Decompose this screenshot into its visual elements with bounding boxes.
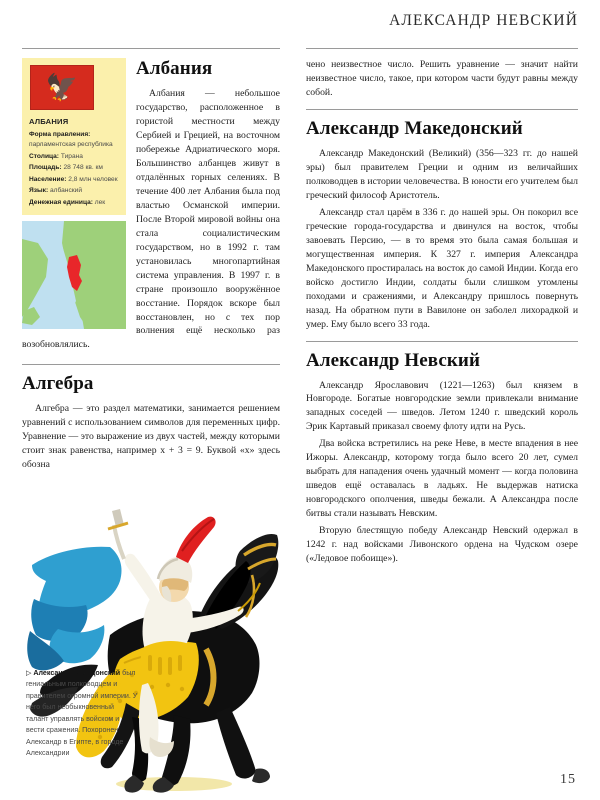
- entry-body-algebra-continued: чено неизвестное число. Решить уравнение — значит найти неизвестное число, такое, при котором части будут равны между собой.: [306, 59, 578, 98]
- column-rule-right: [306, 48, 578, 49]
- left-column: [22, 48, 280, 760]
- factbox-row-capital: Столица: Тирана: [29, 152, 83, 160]
- entry-heading-albania: Албания: [136, 58, 213, 79]
- page-number: 15: [560, 772, 576, 787]
- entry-body-algebra: Алгебра — это раздел математики, занимается решением уравнений с использованием символов для переменных цифр. Уравнение — это выражение из двух частей, между которыми стоит знак равенства, например х + 3 = 9. Буквой «х» здесь обозна: [22, 403, 280, 471]
- factbox-row-government: Форма правления: парламентская республика: [29, 131, 113, 149]
- entry-body-macedonian-1: Александр Македонский (Великий) (356—323 гг. до нашей эры) был правителем Греции и одним из величайших полководцев в истории человечества. В юности его учителем был греческий философ Аристотель.: [306, 147, 578, 201]
- section-rule-macedonian: [306, 109, 578, 110]
- double-headed-eagle-icon: 🦅: [45, 72, 79, 102]
- entry-body-macedonian-2: Александр стал царём в 336 г. до нашей эры. Он покорил все греческие города-государства и двинулся на восток, чтобы завоевать Персию, — в то время это была самая большая и могущественная империя. К 327 г. империя Александра Македонского простиралась на восток до самой Индии. Когда его войско достигло Индии, солдаты были слишком утомлены походами и сражениями, и Александру пришлось повернуть назад. На обратном пути в Вавилоне он заболел лихорадкой и умер. Ему было всего 33 года.: [306, 206, 578, 330]
- right-column: [306, 48, 578, 760]
- factbox-row-currency: Денежная единица: лек: [29, 198, 106, 206]
- section-rule-nevsky: [306, 341, 578, 342]
- entry-heading-alexander-nevsky: Александр Невский: [306, 349, 481, 371]
- caption-marker-icon: ▷: [26, 670, 32, 677]
- caption-lead: Александр Македонский: [33, 669, 121, 677]
- entry-body-nevsky-1: Александр Ярославович (1221—1263) был князем в Новгороде. Богатые новгородские земли привлекали внимание западных соседей — шведов. Летом 1240 г. шведский король Эрик Картавый приказал своему флоту идти на Русь.: [306, 379, 578, 433]
- albania-flag-icon: [30, 65, 94, 110]
- page-columns: [22, 48, 578, 760]
- entry-heading-alexander-macedonian: Александр Македонский: [306, 117, 523, 139]
- entry-body-albania: Албания — небольшое государство, расположенное в гористой местности между Сербией и Грецией, на восточном побережье Адриатического моря. Большинство албанцев живут в отдалённых горных селениях. В течение 400 лет Албания была под властью Османской империи. После Второй мировой войны она стала социалистическим государством, но в 1992 г. там установилась многопартийная система управления. В 1997 г. в стране произошло вооружённое восстание. Порядок вскоре был восстановлен, но с тех пор волнения ещё несколько раз возобновлялись.: [22, 88, 280, 351]
- section-rule-algebra: [22, 364, 280, 365]
- entry-body-nevsky-3: Вторую блестящую победу Александр Невский одержал в 1242 г. над войсками Ливонского ордена на Чудском озере («Ледовое побоище»).: [306, 525, 578, 565]
- running-head: АЛЕКСАНДР НЕВСКИЙ: [389, 12, 578, 29]
- albania-location-map: [22, 221, 126, 329]
- column-rule-left: [22, 48, 280, 49]
- country-factbox: [22, 58, 126, 215]
- caption-text: был гениальным полководцем и правителем огромной империи. У него был необыкновенный талант управлять войском и вести сражения. Похоронен Александр в Египте, в городе Александрии: [26, 669, 138, 758]
- entry-heading-algebra: Алгебра: [22, 373, 94, 395]
- map-graphic: [22, 221, 126, 329]
- illustration-caption: [26, 668, 138, 760]
- factbox-row-area: Площадь: 28 748 кв. км: [29, 164, 103, 172]
- factbox-row-language: Язык: албанский: [29, 187, 82, 195]
- entry-body-nevsky-2: Два войска встретились на реке Неве, в месте впадения в нее Ижоры. Александр, которому тогда было всего 20 лет, сумел выбрать для нападения очень удачный момент — когда половина шведов ещё оставалась в ладьях. Не выдержав натиска новгородского ополчения, шведы бежали. А Александра после битвы стали называть Невским.: [306, 438, 578, 520]
- factbox-title: АЛБАНИЯ: [29, 117, 69, 126]
- factbox-row-population: Население: 2,8 млн человек: [29, 175, 118, 183]
